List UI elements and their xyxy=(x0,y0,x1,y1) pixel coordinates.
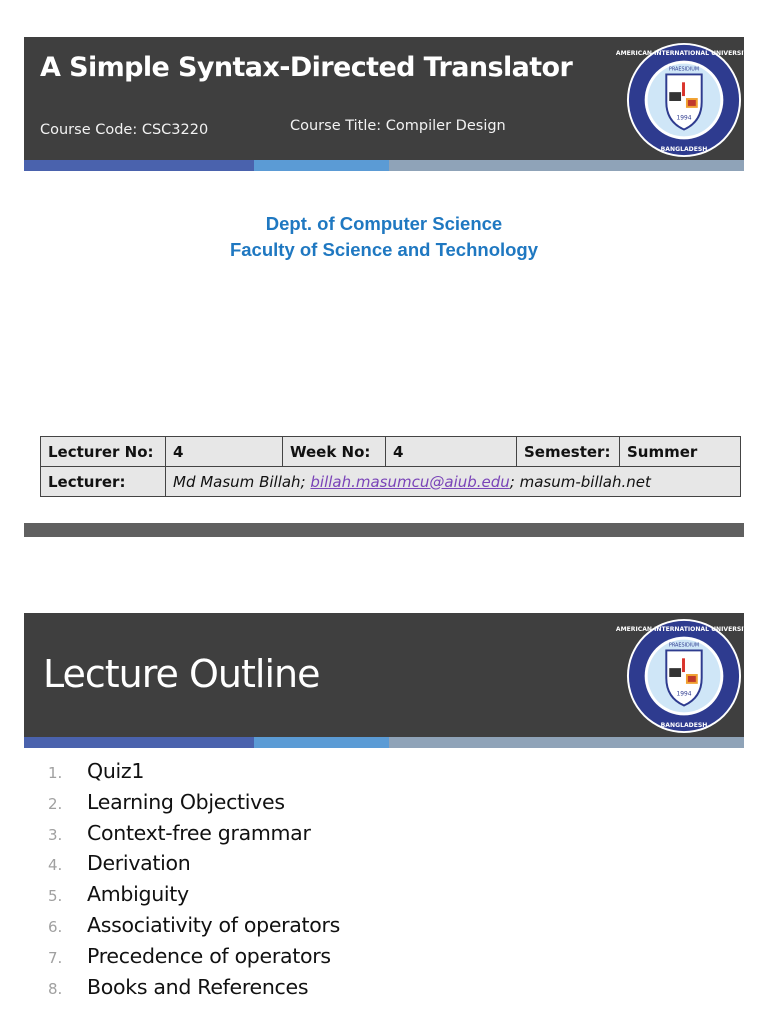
svg-text:PRAESIDIUM: PRAESIDIUM xyxy=(668,66,700,73)
list-item xyxy=(48,941,340,972)
lecturer-value xyxy=(166,467,741,497)
slide2-title: Lecture Outline xyxy=(43,652,320,696)
lecturer-email-link[interactable]: billah.masumcu@aiub.edu xyxy=(310,472,510,491)
table-row xyxy=(41,467,741,497)
item-text: Learning Objectives xyxy=(87,789,285,814)
department-name: Dept. of Computer Science xyxy=(265,213,503,234)
item-text: Precedence of operators xyxy=(87,943,331,968)
item-number: 1. xyxy=(48,764,63,782)
lecturer-no-value: 4 xyxy=(166,437,283,467)
slide1-title: A Simple Syntax-Directed Translator xyxy=(40,52,573,83)
svg-text:AMERICAN INTERNATIONAL UNIVERS: AMERICAN INTERNATIONAL UNIVERSITY xyxy=(615,625,753,633)
course-title: Course Title: Compiler Design xyxy=(290,118,506,134)
slide2-accent-stripe xyxy=(24,737,744,748)
university-logo-icon xyxy=(615,617,753,735)
lecture-info-table xyxy=(40,436,741,497)
course-code: Course Code: CSC3220 xyxy=(40,122,209,138)
week-no-label: Week No: xyxy=(283,437,386,467)
item-text: Context-free grammar xyxy=(87,820,311,845)
svg-text:AMERICAN INTERNATIONAL UNIVERS: AMERICAN INTERNATIONAL UNIVERSITY xyxy=(615,49,753,57)
item-text: Quiz1 xyxy=(87,759,145,783)
list-item xyxy=(48,756,340,787)
list-item xyxy=(48,848,340,879)
item-number: 4. xyxy=(48,856,63,875)
item-number: 3. xyxy=(48,825,63,844)
svg-text:BANGLADESH: BANGLADESH xyxy=(660,722,708,730)
item-number: 2. xyxy=(48,794,63,813)
slide1-accent-stripe xyxy=(24,160,744,171)
slide1-footer-bar xyxy=(24,523,744,537)
item-number: 6. xyxy=(48,917,63,936)
lecturer-no-label: Lecturer No: xyxy=(41,437,166,467)
semester-label: Semester: xyxy=(517,437,620,467)
list-item xyxy=(48,787,340,818)
list-item xyxy=(48,879,340,910)
item-text: Derivation xyxy=(87,851,191,876)
item-number: 5. xyxy=(48,887,63,906)
university-logo-icon xyxy=(615,41,753,159)
lecturer-label: Lecturer: xyxy=(41,467,166,497)
svg-text:1994: 1994 xyxy=(676,115,692,122)
lecturer-name: Md Masum Billah; xyxy=(173,472,311,491)
table-row xyxy=(41,437,741,467)
item-number: 8. xyxy=(48,979,63,998)
item-text: Books and References xyxy=(87,974,309,999)
list-item xyxy=(48,972,340,1003)
list-item xyxy=(48,818,340,849)
lecture-outline-list xyxy=(48,756,340,1002)
svg-text:BANGLADESH: BANGLADESH xyxy=(660,146,708,154)
item-number: 7. xyxy=(48,948,63,967)
semester-value: Summer xyxy=(620,437,741,467)
svg-text:1994: 1994 xyxy=(676,691,692,698)
list-item xyxy=(48,910,340,941)
item-text: Associativity of operators xyxy=(87,912,341,937)
item-text: Ambiguity xyxy=(87,882,189,907)
svg-text:PRAESIDIUM: PRAESIDIUM xyxy=(668,642,700,649)
week-no-value: 4 xyxy=(386,437,517,467)
faculty-name: Faculty of Science and Technology xyxy=(229,239,539,260)
lecturer-website: ; masum-billah.net xyxy=(509,472,651,491)
